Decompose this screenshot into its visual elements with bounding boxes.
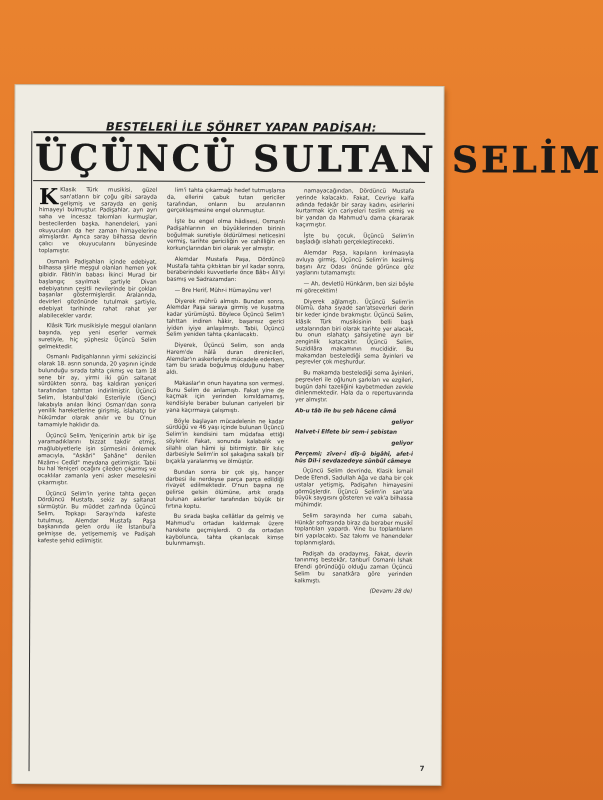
paragraph	[38, 184, 158, 255]
header-rule-top	[33, 131, 425, 135]
magazine-page	[12, 85, 603, 785]
paragraph: Üçüncü Selim devrinde, Klasik İsmail Dede Efendi, Sadullah Ağa ve daha bir çok ustalar yetişmiş, Padişahın himayesini görmüşlerdir. Üçüncü Selim'in san'ata büyük saygısını gösteren ve vak'a bilhassa mühimdir.	[294, 468, 413, 509]
left-border-rule	[29, 131, 33, 771]
paragraph-text: Klasik Türk musikisi, güzel san'atların bir çoğu gibi sarayda gelişmiş ve sarayda en geniş himayeyi bulmuştur. Padişahlar, ayrı ayrı saha ve incesaz takımları kurmuşlar, bestecilerden başka, hanendeleri, yani okuyucuları da her zaman himayelerine almışlardır. Ayrıca saray bilhassa devrin çalıcı ve okuyucularını bünyesinde toplamıştır.	[38, 187, 158, 255]
paragraph: Bu makamda bestelediği sema âyinleri, peşrevleri ile oğlunun şarkıları ve ezgileri, bugün dahi tazeliğini kaybetmeden zevkle dinlenmektedir. Hala da o repertuvarında yer almıştır.	[295, 370, 414, 404]
text-column-3	[293, 188, 414, 789]
paragraph: Üçüncü Selim'in yerine tahta geçen Dördüncü Mustafa, sekiz ay saltanat sürmüştür. Bu müddet zarfında Üçüncü Selim, Topkapı Sarayı'nda kafeste tutulmuş, Alemdar Mustafa Paşa başkanında gelen ordu ile İstanbul'a gelmişse de, yetişememiş ve Padişah kafeste şehid edilmiştir.	[37, 490, 156, 545]
paragraph: Osmanlı Padişahlarının yirmi sekizincisi olarak 18. asrın sonunda, 20 yaşının içinde bulunduğu sırada tahta çıkmış ve tam 18 sene bir ay, yirmi iki gün saltanat sürdükten sonra, baş kaldıran yeniçeri tarafından tahttan indirilmiştir. Üçüncü Selim, İstanbul'daki Esterliyle (Genç) lakabıyla anılan İkinci Osman'dan sonra yenilik hareketlerine girişmiş, islahatçı bir hükümdar olarak anılır ve bu O'nun tamamiyle haklıdır da.	[38, 354, 157, 429]
paragraph: Bundan sonra bir çok şiş, hançer darbesi ile nerdeyse parça parça edildiği rivayet edilmektedir. O'nun başına ne gelirse gelsin ölümüne, artık orada bulunan askerler tarafından büyük bir fırtına koptu.	[165, 469, 284, 510]
paragraph: — Bre Herif, Mühr-i Hümayûnu ver!	[174, 287, 272, 294]
verse-refrain: geliyor	[391, 440, 413, 447]
paragraph: lim'i tahta çıkarmağı hedef tutmuşlarsa da, ellerini çabuk tutan gericiler tarafından, onların bu arzularının gerçekleşmesine engel olunmuştur.	[166, 187, 286, 215]
text-column-1	[36, 184, 158, 788]
verse-line: Ab-u tâb ile bu şeb hâcene câmâ	[295, 408, 397, 415]
paragraph: İşte bu engel olma hâdisesi, Osmanlı Padişahlarının en büyüklerinden birinin boğulmak suretiyle öldürülmesi neticesini vermiş, tarihte gericiliğin ve cahilliğin en korkunçlarından biri olarak yer almıştır.	[166, 218, 285, 253]
page-number: 7	[419, 764, 425, 773]
paragraph: Alemdar Mustafa Paşa, Dördüncü Mustafa tahta çıktıktan bir yıl kadar sonra, beraberindeki kuvvetlerle önce Bâb-ı Âli'yi basmış ve Sadrazamdan:	[166, 256, 285, 284]
paragraph: Alemdar Paşa, kapıların kırılmasıyla avluya girmiş, Üçüncü Selim'in kesilmiş başını Arz Odası önünde görünce göz yaşlarını tutamamıştı:	[295, 250, 414, 277]
paragraph: Üçüncü Selim, Yeniçerinin artık bir işe yaramadıklarını bizzat takdir etmiş, mağlubiyetlerle işin sürmesini önlemek amacıyla, "Askâri" Şahâne" denilen Nizâm-ı Cedîd" meydana getirmiştir. Tabii bu hal Yeniçeri ocağını çileden çıkarmış ve ocaklılar zamanla yeni asker meselesini çıkarmıştır.	[37, 432, 157, 487]
paragraph: Osmanlı Padişahları içinde edebiyat, bilhassa şiirle meşgul olanları hemen yok gibidir. Fâtih'in babası İkinci Murad bir başlangıç sayılmak şartiyle Divan edebiyatının çeşitli nevilerinde bir çokları başarılar göstermişlerdir. Aralarında, devirleri gözönünde tutulmak şartiyle, edebiyat tarihinde rahat rahat yer alabilecekler vardır.	[38, 258, 157, 319]
paragraph: Klâsik Türk musikisiyle meşgul olanların başında, yep yeni eserler vermek suretiyle, hiç şüphesiz Üçüncü Selim gelmektedir.	[38, 323, 157, 350]
paragraph: Diyerek ağlamıştı. Üçüncü Selim'in ölümü, daha sıyade san'atseverleri derin bir keder içinde bırakmıştır. Üçüncü Selim, klâsik Türk musikisinin belli başlı ustalarından biri olarak tarihte yer alacak, bu onun ıslahatçı şahsiyetine ayrı bir zenginlik katacaktır. Üçüncü Selim, Suzidilâra makamının mucididir. Bu makamdan bestelediği sema âyinleri ve peşrevler çok meşhurdur.	[295, 298, 414, 366]
paragraph: Makaslar'ın onun hayatına son vermesi. Bunu Selim de anlamıştı. Fakat yine de kaçmak için yerinden kımıldamamış, kendisiyle beraber bulunan cariyeleri bir yana kaçırmaya çalışmıştı.	[166, 380, 285, 414]
verse-line: Halvet-i Elfete bir sem-i şebistan	[294, 429, 397, 436]
article-kicker: BESTELERİ İLE ŞÖHRET YAPAN PADİŞAH:	[105, 119, 377, 135]
paragraph: — Ah, devletlû Hünkârım, ben sizi böyle mi görecektim!	[295, 281, 414, 295]
text-column-2	[164, 188, 285, 789]
paragraph: Böyle başlayan mücadelenin ne kadar sürdüğü ve 46 yaşı içinde bulunan Üçüncü Selim'in kendisini tam müdafaa ettiği söylenir. Fakat, sonunda kalabalık ve silahlı olan hâmi işi bitirmiştir. Bir kılıç darbesiyle Selim'in sol şakağına sakallı bir bıçakla yaralanmış ve ölmüştür.	[165, 418, 285, 466]
verse-refrain: geliyor	[391, 419, 414, 426]
paragraph: Selim sarayında her cuma sabahı, Hünkâr sofrasında biraz da beraber musikî toplantıları yapardı. Vine bu toplantıların biri yapılacaktı. Saz takımı ve hanendeler toplanmışlardı.	[294, 513, 413, 547]
paragraph: namayacağından, Dördüncü Mustafa yerinde kalacaktı. Fakat, Cevriye kalfa adında fedakâr bir saray kadını, esirlerini kurtarmak için cariyeleri teslim etmiş ve bir yandan da Mahmud'u dama çıkararak kaçırmıştır.	[295, 188, 415, 229]
continued-note: (Devamı 28 de)	[369, 588, 413, 596]
paragraph: İşte bu çocuk, Üçüncü Selim'in başladığı ıslahatı gerçekleştirecekti.	[295, 232, 414, 246]
article-title: ÜÇÜNCÜ SULTAN SELİM	[35, 137, 603, 182]
paragraph: Diyerek mührü almıştı. Bundan sonra, Alemdar Paşa saraya girmiş ve kuşatma kadar yürümüştü. Böylece Üçüncü Selim'i tahttan indiren hâkir, başarısız gerici iyiden iyiye anlaşılmıştı. Tabii, Üçüncü Selim yeniden tahta çıkarılacaktı.	[166, 298, 285, 339]
drop-cap: K	[38, 184, 59, 211]
paragraph: Diyerek, Üçüncü Selim, son anda Harem'de hâlâ duran direnicileri, Alemdar'ın askerleriyle mücadele ederken, tam bu sırada boğulmuş olduğunu haber aldı.	[166, 342, 285, 376]
verse-line: Perçemi; zîver-i dîş-û bigâhî, afet-i hüs Dil-i sevdazedeye sünbûl câmeye	[294, 451, 413, 465]
paragraph: Padişah da oradaymış. Fakat, devrin tanınmış bestekâr, tanburî Osmanlı İshak Efendi göründüğü olduğu zaman Üçüncü Selim bu sanatkâra göre yerinden kalkmıştı.	[294, 550, 413, 584]
paragraph: Bu sırada başka cellâtlar da gelmiş ve Mahmud'u ortadan kaldırmak üzere harekete geçmişlerdi. O da ortadan kaybolunca, tahta çıkarılacak kimse bulunmamıştı.	[165, 514, 284, 548]
